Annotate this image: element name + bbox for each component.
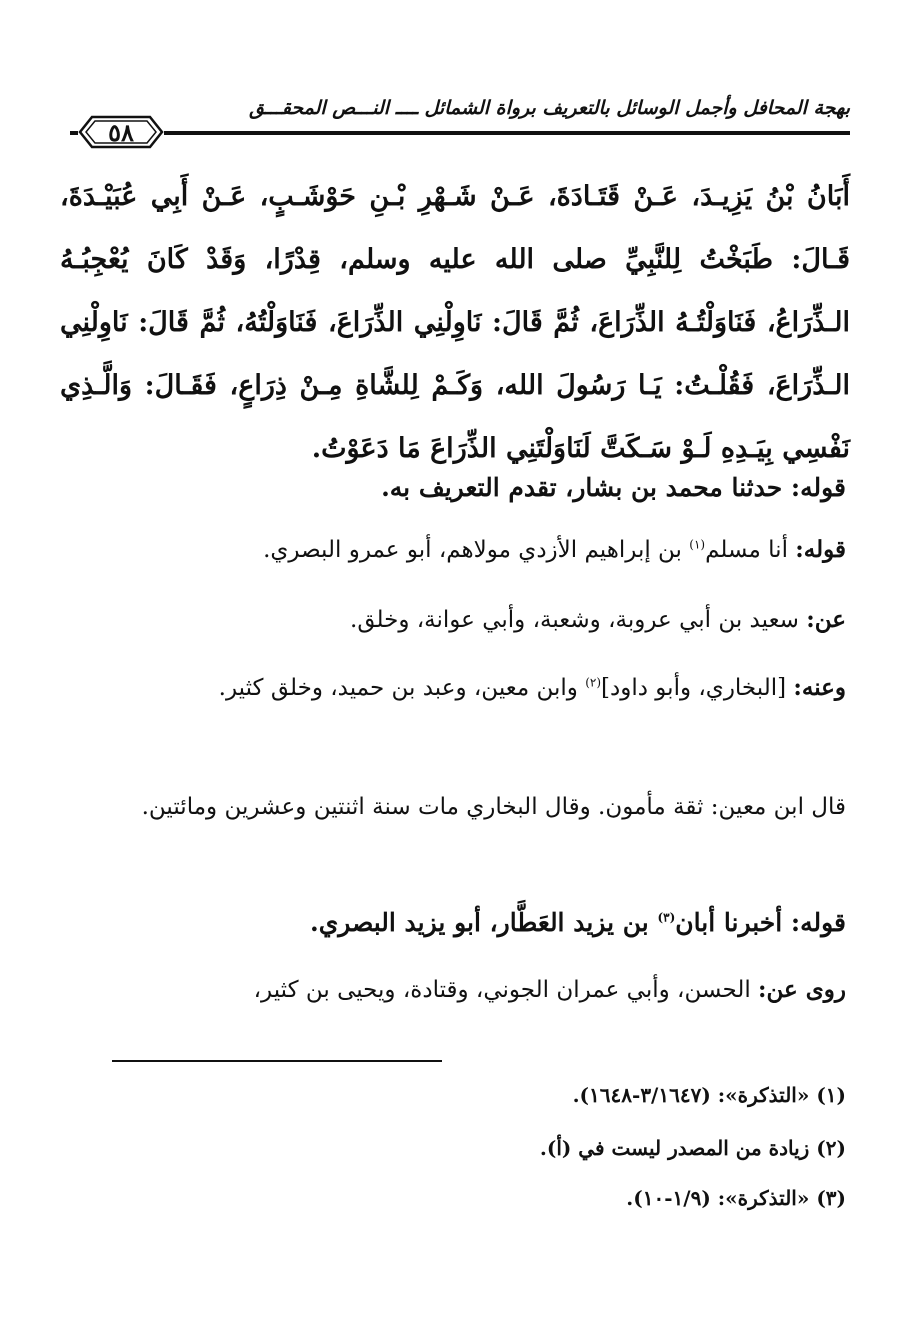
paragraph-label: قوله: — [795, 536, 846, 563]
paragraph-text: سعيد بن أبي عروبة، وشعبة، وأبي عوانة، وخلق. — [350, 607, 799, 633]
paragraph-qawluhu-bashshar: قوله: حدثنا محمد بن بشار، تقدم التعريف به. — [381, 473, 846, 502]
paragraph-students — [60, 660, 846, 716]
footnote-divider — [112, 1060, 442, 1062]
paragraph-label: عن: — [806, 606, 846, 633]
paragraph-qawluhu-aban — [60, 895, 846, 950]
page-number-badge — [78, 113, 164, 151]
footnote-ref[interactable]: (٢) — [585, 675, 602, 690]
page-number: ٥٨ — [108, 117, 134, 147]
footnote-3: (٣) «التذكرة»: (١/٩-١٠). — [626, 1186, 846, 1210]
paragraph-muslim — [60, 522, 846, 578]
hadith-text: أَبَانُ بْنُ يَزِيـدَ، عَـنْ قَتَـادَةَ، عَـنْ شَـهْرِ بْـنِ حَوْشَـبٍ، عَـنْ أَبِي عُبَيْـدَةَ، قَـالَ: طَبَخْتُ لِلنَّبِيِّ صلى الله عليه وسلم، قِدْرًا، وَقَدْ كَانَ يُعْجِبُـهُ الـذِّرَاعُ، فَنَاوَلْتُـهُ الذِّرَاعَ، ثُمَّ قَالَ: نَاوِلْنِي الذِّرَاعَ، فَنَاوَلْتُهُ، ثُمَّ قَالَ: نَاوِلْنِي الـذِّرَاعَ، فَقُلْـتُ: يَـا رَسُولَ الله، وَكَـمْ لِلشَّاةِ مِـنْ ذِرَاعٍ، فَقَـالَ: وَالَّـذِي نَفْسِي بِيَـدِهِ لَـوْ سَـكَتَّ لَنَاوَلْتَنِي الذِّرَاعَ مَا دَعَوْتُ. — [60, 181, 850, 464]
paragraph-label: روى عن: — [758, 976, 846, 1003]
paragraph-text: أنا مسلم — [705, 537, 788, 563]
paragraph-text: وابن معين، وعبد بن حميد، وخلق كثير. — [218, 675, 578, 701]
paragraph-text: الحسن، وأبي عمران الجوني، وقتادة، ويحيى بن كثير، — [253, 977, 751, 1003]
paragraph-teachers — [60, 592, 846, 648]
paragraph-text: قوله: أخبرنا أبان — [675, 908, 846, 937]
running-header — [70, 95, 850, 155]
footnote-ref[interactable]: (١) — [689, 537, 706, 552]
paragraph-grading: قال ابن معين: ثقة مأمون. وقال البخاري مات سنة اثنتين وعشرين ومائتين. — [141, 794, 846, 820]
footnote-ref[interactable]: (٣) — [657, 910, 676, 925]
paragraph-text: بن يزيد العَطَّار، أبو يزيد البصري. — [310, 908, 649, 937]
paragraph-rawa-an — [60, 962, 846, 1018]
paragraph-label: وعنه: — [793, 674, 846, 701]
paragraph-text: بن إبراهيم الأزدي مولاهم، أبو عمرو البصري. — [263, 537, 682, 563]
header-title: بهجة المحافل وأجمل الوسائل بالتعريف برواة الشمائل ــــ النـــص المحقـــق — [249, 97, 850, 119]
footnote-1: (١) «التذكرة»: (٣/١٦٤٧-١٦٤٨). — [572, 1083, 846, 1107]
paragraph-text: [البخاري، وأبو داود] — [601, 675, 787, 701]
footnote-2: (٢) زيادة من المصدر ليست في (أ). — [539, 1136, 846, 1160]
header-rule — [70, 131, 850, 135]
